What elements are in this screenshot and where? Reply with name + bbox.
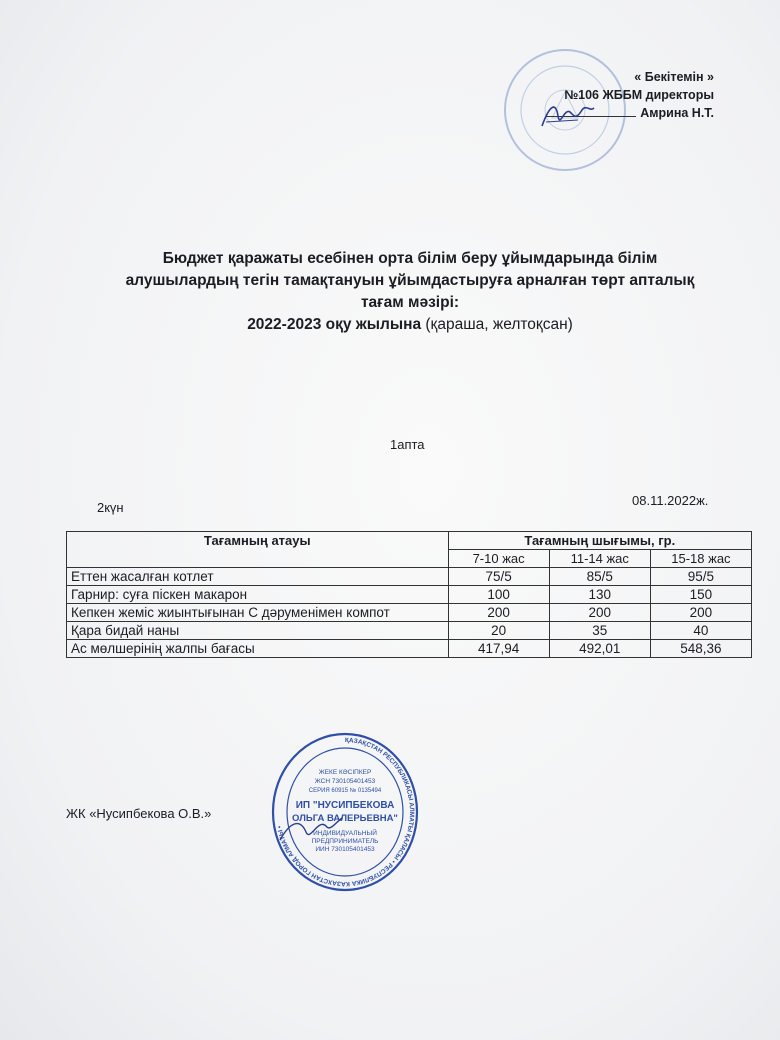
dish-name: Еттен жасалған котлет	[67, 568, 449, 586]
yield-value: 200	[549, 604, 650, 622]
total-value: 492,01	[549, 640, 650, 658]
stamp-text: ЖСН 730105401453	[314, 778, 376, 785]
stamp-text: ЖЕКЕ КӘСІПКЕР	[318, 769, 372, 776]
yield-value: 35	[549, 622, 650, 640]
director-signature	[538, 98, 598, 134]
title-year: 2022-2023 оқу жылына	[247, 316, 422, 333]
approval-director-name: Амрина Н.Т.	[640, 106, 714, 120]
yield-value: 130	[549, 586, 650, 604]
contractor-stamp	[270, 722, 420, 902]
svg-text:ҚАЗАҚСТАН РЕСПУБЛИКАСЫ АЛМАТЫ	[276, 737, 415, 887]
yield-value: 100	[448, 586, 549, 604]
stamp-ring-text: ҚАЗАҚСТАН РЕСПУБЛИКАСЫ АЛМАТЫ ҚАЛАСЫ • РЕСПУБЛИКА КАЗАХСТАН ГОРОД АЛМАТЫ •	[276, 736, 415, 888]
total-value: 417,94	[448, 640, 549, 658]
contractor-name: ЖК «Нусипбекова О.В.»	[66, 806, 212, 821]
dish-name: Кепкен жеміс жиынтығынан С дәруменімен компот	[67, 604, 449, 622]
age-group-3: 15-18 жас	[650, 550, 751, 568]
approval-position: №106 ЖББМ директоры	[564, 88, 714, 102]
yield-value: 75/5	[448, 568, 549, 586]
title-line-3: тағам мәзірі:	[360, 294, 460, 311]
yield-value: 20	[448, 622, 549, 640]
yield-value: 150	[650, 586, 751, 604]
day-label: 2күн	[97, 500, 124, 515]
stamp-text: ИИН 730105401453	[315, 846, 375, 853]
date-label: 08.11.2022ж.	[632, 493, 709, 508]
dish-name: Гарнир: суға піскен макарон	[67, 586, 449, 604]
approval-heading: « Бекітемін »	[634, 70, 714, 84]
title-line-2: алушылардың тегін тамақтануын ұйымдастыруға арналған төрт апталық	[125, 272, 695, 289]
stamp-text: ПРЕДПРИНИМАТЕЛЬ	[311, 838, 379, 845]
title-months: (қараша, желтоқсан)	[421, 316, 573, 333]
yield-value: 200	[448, 604, 549, 622]
document-title	[80, 248, 740, 336]
table-row	[67, 586, 752, 604]
week-label: 1апта	[390, 437, 425, 452]
table-total-row	[67, 640, 752, 658]
yield-value: 40	[650, 622, 751, 640]
menu-table	[66, 531, 752, 658]
table-header-row	[67, 532, 752, 550]
stamp-text: ИП "НУСИПБЕКОВА	[295, 800, 395, 811]
header-dish-name: Тағамның атауы	[67, 532, 449, 568]
table-row	[67, 622, 752, 640]
stamp-text: ОЛЬГА ВАЛЕРЬЕВНА"	[292, 813, 398, 824]
stamp-text: ИНДИВИДУАЛЬНЫЙ	[313, 830, 377, 837]
total-label: Ас мөлшерінің жалпы бағасы	[67, 640, 449, 658]
total-value: 548,36	[650, 640, 751, 658]
age-group-2: 11-14 жас	[549, 550, 650, 568]
table-row	[67, 604, 752, 622]
stamp-text: СЕРИЯ 60915 № 0135494	[308, 788, 382, 794]
title-line-1: Бюджет қаражаты есебінен орта білім беру ұйымдарында білім	[162, 250, 658, 267]
yield-value: 95/5	[650, 568, 751, 586]
age-group-1: 7-10 жас	[448, 550, 549, 568]
yield-value: 85/5	[549, 568, 650, 586]
yield-value: 200	[650, 604, 751, 622]
header-yield: Тағамның шығымы, гр.	[448, 532, 751, 550]
dish-name: Қара бидай наны	[67, 622, 449, 640]
table-row	[67, 568, 752, 586]
